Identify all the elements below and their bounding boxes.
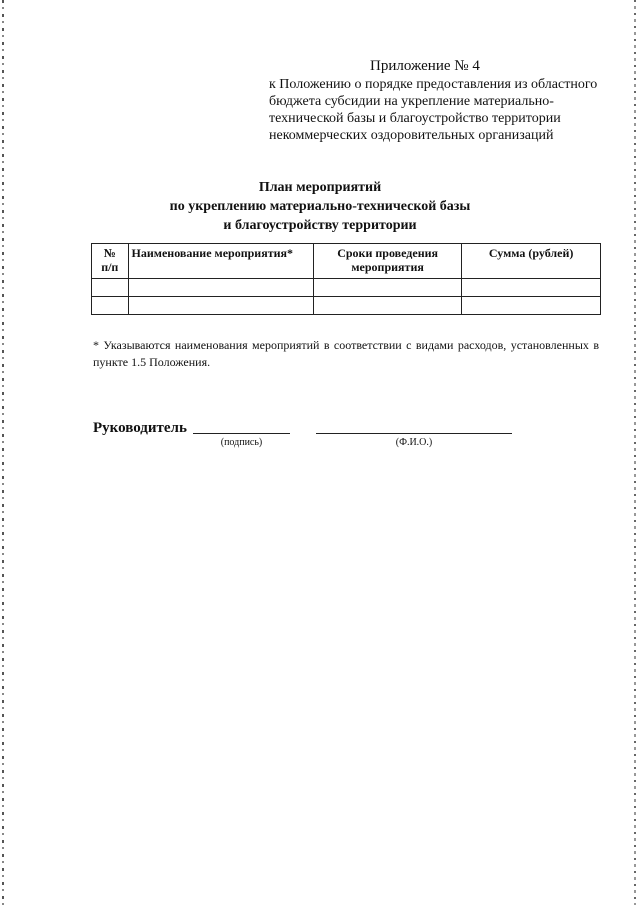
table-cell: [128, 279, 313, 297]
column-header-dates: Сроки проведения мероприятия: [314, 244, 462, 279]
appendix-reference-line: технической базы и благоустройство территории: [269, 111, 561, 126]
table-cell: [314, 297, 462, 315]
scan-edge-left: [2, 0, 4, 905]
table-row: [92, 279, 601, 297]
column-header-activity-name: Наименование мероприятия*: [128, 244, 313, 279]
column-header-sum: Сумма (рублей): [462, 244, 601, 279]
appendix-title: Приложение № 4: [370, 58, 480, 74]
plan-heading-line: и благоустройству территории: [223, 218, 417, 233]
name-line: [316, 433, 512, 434]
footnote: * Указываются наименования мероприятий в соответствии с видами расходов, установленных в пункте 1.5 Положения.: [93, 338, 599, 369]
plan-table: [91, 243, 601, 315]
plan-heading-line: по укреплению материально-технической базы: [169, 199, 471, 214]
appendix-reference-line: бюджета субсидии на укрепление материально-: [269, 94, 554, 109]
scan-edge-right: [634, 0, 636, 905]
table-row: [92, 297, 601, 315]
signature-line: [193, 433, 290, 434]
appendix-reference: [269, 76, 609, 144]
table-cell: [462, 279, 601, 297]
table-cell: [92, 297, 129, 315]
table-cell: [128, 297, 313, 315]
plan-heading: [0, 178, 640, 235]
name-caption: (Ф.И.О.): [395, 437, 433, 448]
plan-heading-line: План мероприятий: [258, 180, 382, 195]
table-cell: [314, 279, 462, 297]
appendix-reference-line: некоммерческих оздоровительных организаций: [269, 128, 554, 143]
table-cell: [92, 279, 129, 297]
table-header-row: [92, 244, 601, 279]
table-cell: [462, 297, 601, 315]
column-header-number: № п/п: [92, 244, 129, 279]
signature-label: Руководитель: [93, 420, 187, 436]
appendix-reference-line: к Положению о порядке предоставления из областного: [269, 77, 598, 92]
signature-caption: (подпись): [220, 437, 263, 448]
